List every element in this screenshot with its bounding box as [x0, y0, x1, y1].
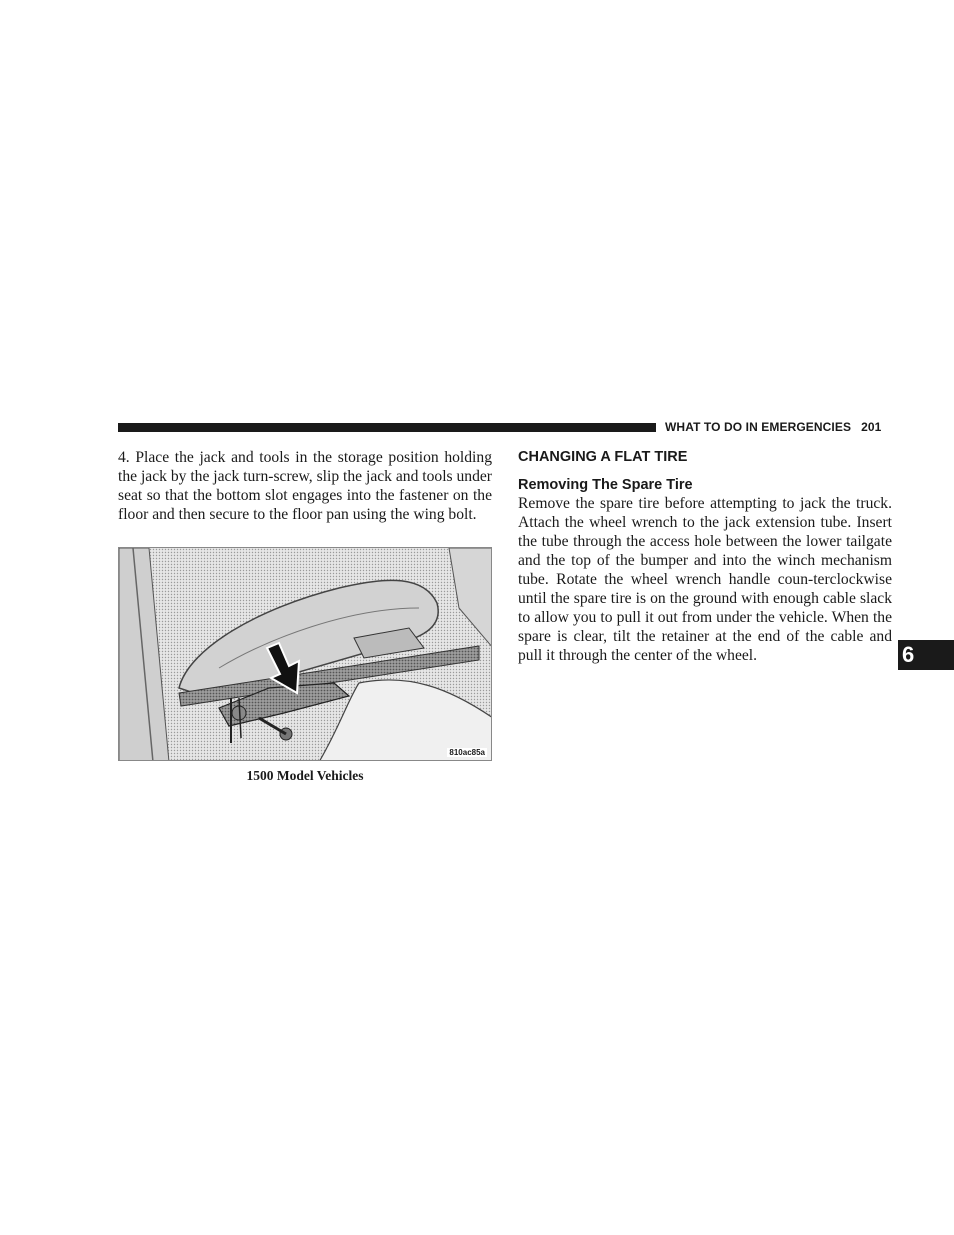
subsection-title: Removing The Spare Tire	[518, 477, 693, 493]
running-header	[665, 420, 881, 434]
jack-storage-drawing	[119, 548, 492, 761]
right-column	[518, 449, 892, 665]
left-column	[118, 448, 492, 524]
step-4-paragraph: 4. Place the jack and tools in the storage position holding the jack by the jack turn-screw, slip the jack and tools under seat so that the bottom slot engages into the fastener on the floor and then secure to the floor pan using the wing bolt.	[118, 449, 492, 523]
spare-tire-paragraph: Remove the spare tire before attempting to jack the truck. Attach the wheel wrench to the jack extension tube. Insert the tube through the access hole between the lower tailgate and the top of the bumper and into the winch mechanism tube. Rotate the wheel wrench handle coun-terclockwise until the spare tire is on the ground with enough cable slack to allow you to pull it out from under the vehicle. When the spare is clear, tilt the retainer at the end of the cable and pull it through the center of the wheel.	[518, 495, 892, 664]
section-title: CHANGING A FLAT TIRE	[518, 449, 688, 465]
header-rule	[118, 423, 656, 432]
header-section-title: WHAT TO DO IN EMERGENCIES	[665, 420, 852, 434]
jack-storage-illustration	[118, 547, 492, 761]
chapter-tab: 6	[898, 640, 954, 670]
figure-caption: 1500 Model Vehicles	[246, 768, 364, 783]
figure-code: 810ac85a	[449, 748, 485, 757]
page-number: 201	[861, 420, 882, 434]
